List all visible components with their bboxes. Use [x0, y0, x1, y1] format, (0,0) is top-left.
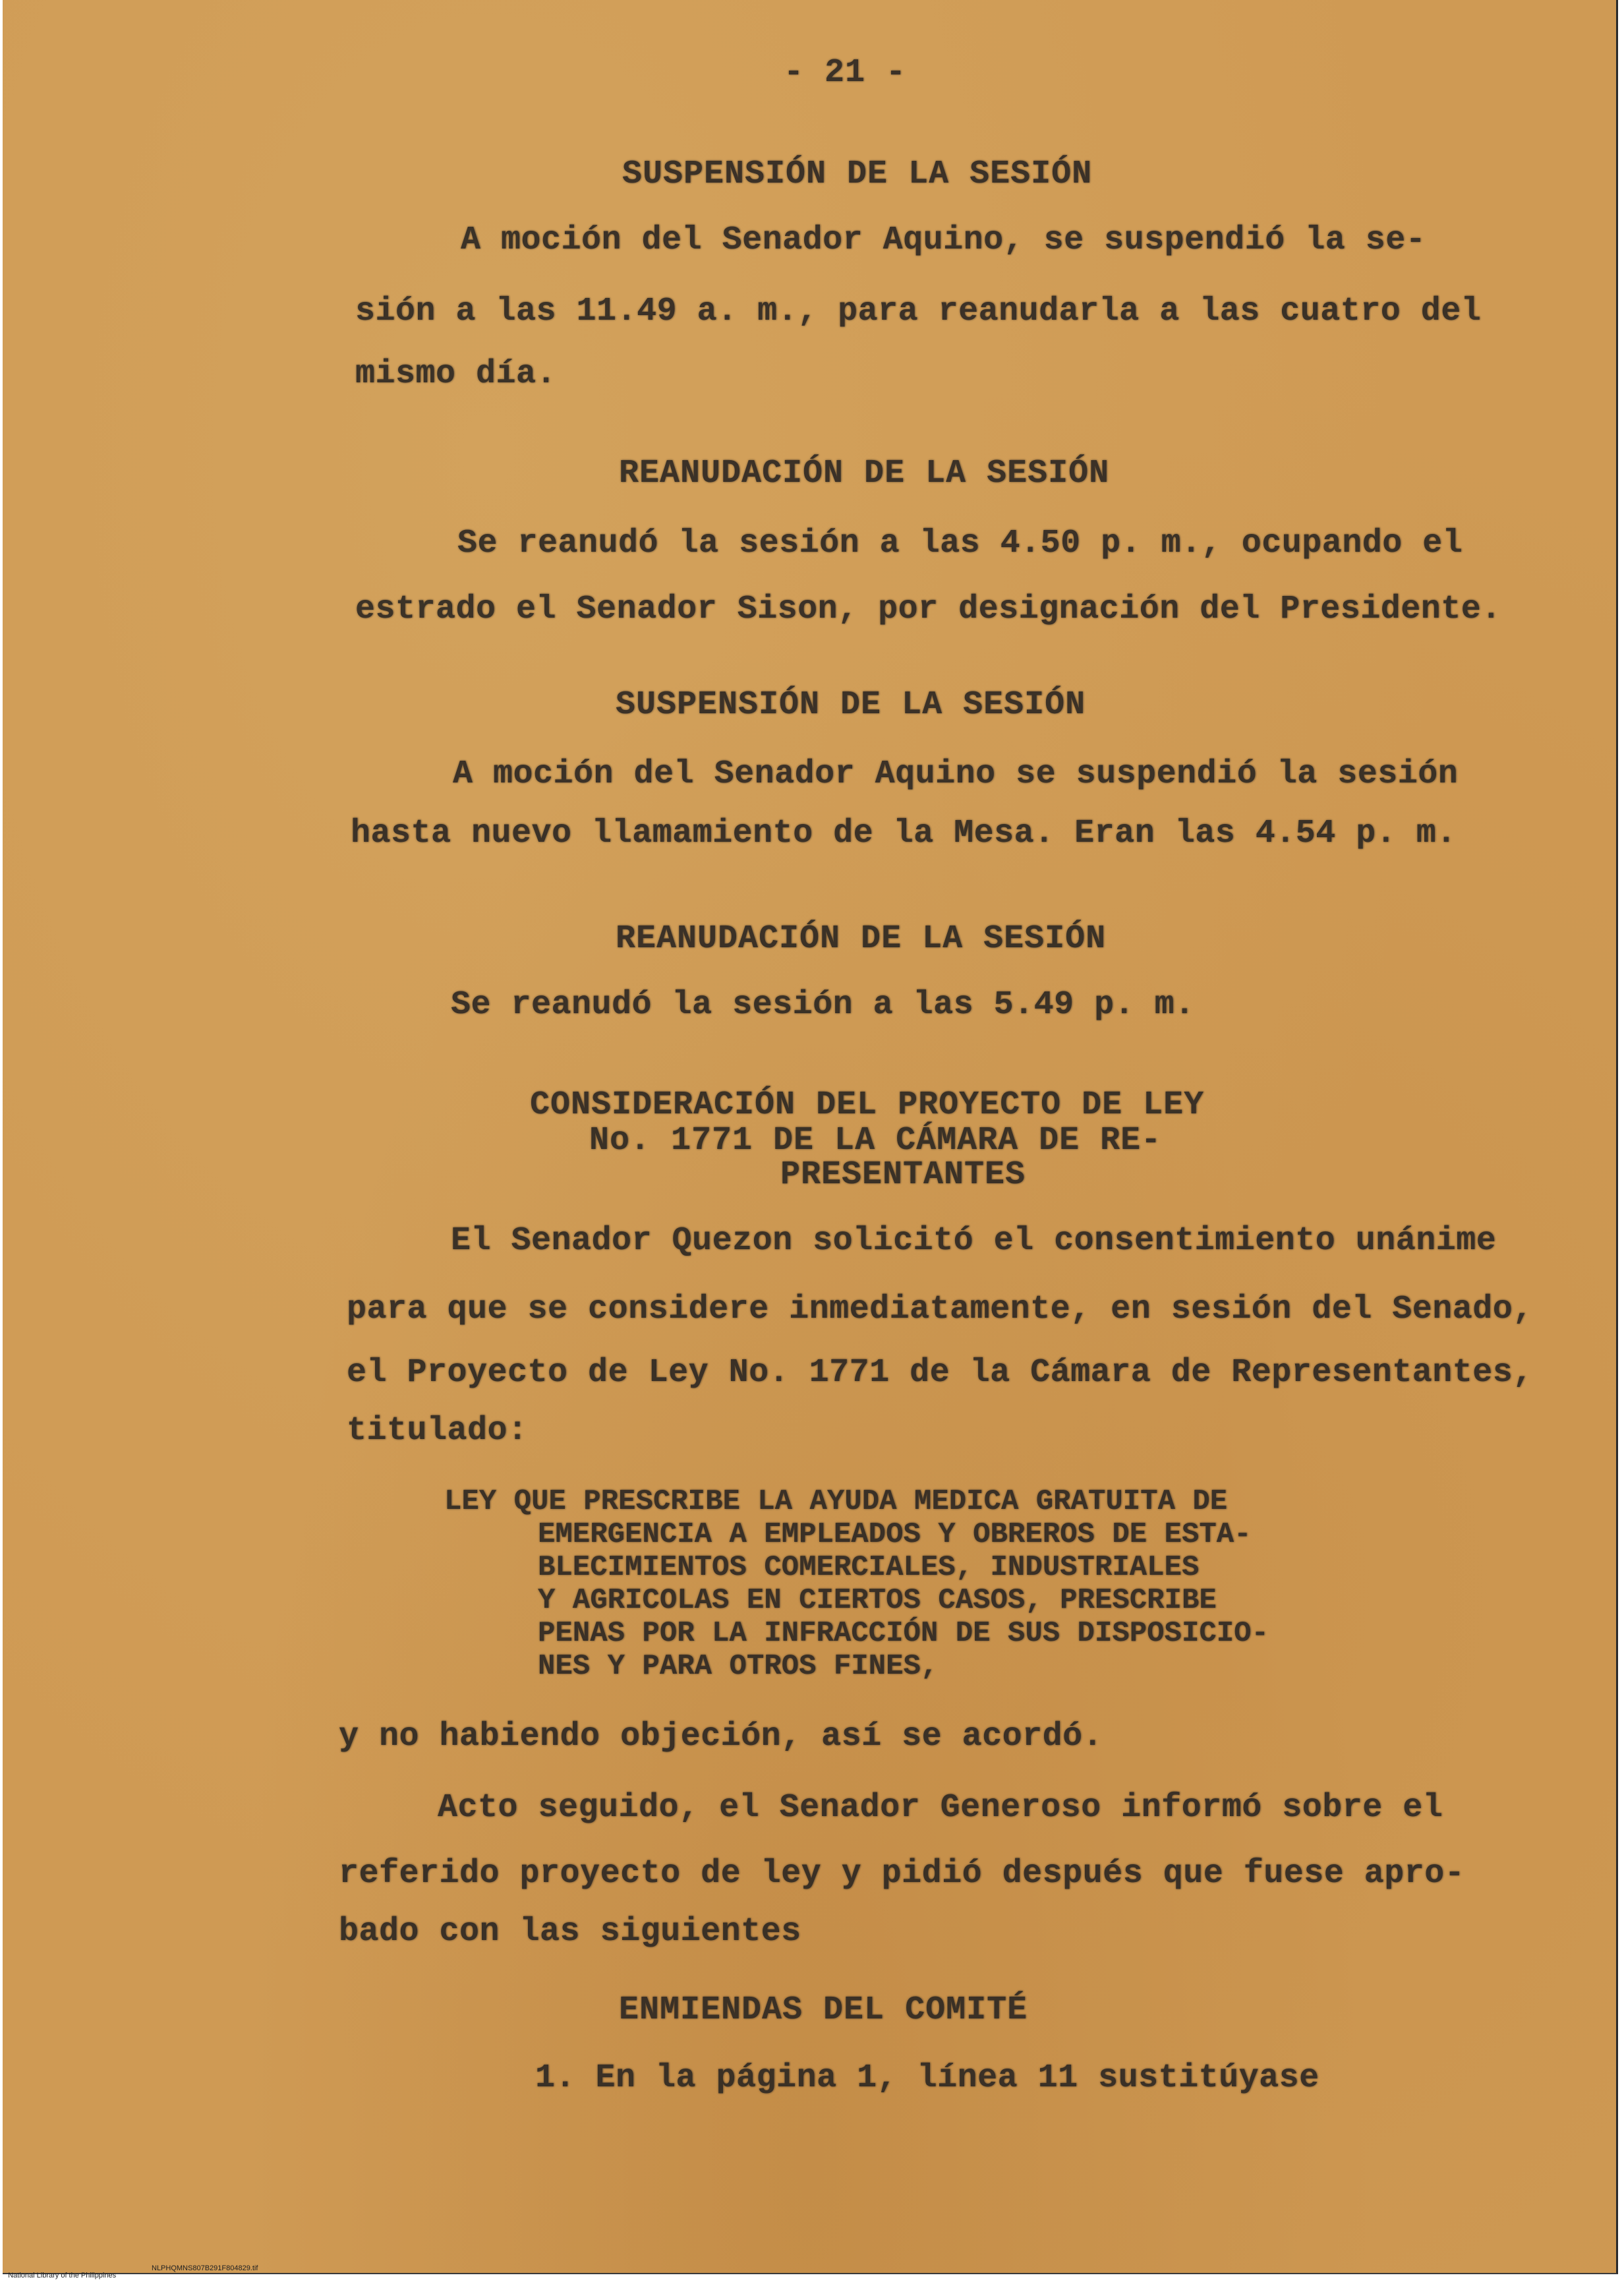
bill-title-line: LEY QUE PRESCRIBE LA AYUDA MEDICA GRATUITA DE — [444, 1485, 1228, 1518]
paragraph-line: 1. En la página 1, línea 11 sustitúyase — [535, 2059, 1320, 2097]
paragraph-line: estrado el Senador Sison, por designación del Presidente. — [355, 591, 1501, 628]
paragraph-line: mismo día. — [355, 355, 557, 393]
scan-footer — [0, 2264, 258, 2294]
page-number: - 21 - — [784, 54, 907, 92]
paragraph-line: referido proyecto de ley y pidió después que fuese apro- — [339, 1855, 1465, 1893]
heading-resumption-1: REANUDACIÓN DE LA SESIÓN — [619, 455, 1110, 492]
heading-amendments: ENMIENDAS DEL COMITÉ — [619, 1991, 1028, 2029]
paragraph-line: Se reanudó la sesión a las 4.50 p. m., ocupando el — [457, 525, 1463, 562]
paragraph-line: A moción del Senador Aquino se suspendió la sesión — [453, 755, 1459, 793]
paragraph-line: titulado: — [347, 1412, 528, 1450]
bill-title-line: PENAS POR LA INFRACCIÓN DE SUS DISPOSICIO- — [538, 1617, 1269, 1650]
paragraph-line: Acto seguido, el Senador Generoso informó sobre el — [438, 1789, 1443, 1827]
paragraph-line: sión a las 11.49 a. m., para reanudarla a las cuatro del — [355, 293, 1482, 330]
paragraph-line: el Proyecto de Ley No. 1771 de la Cámara de Representantes, — [347, 1354, 1533, 1392]
paragraph-line: El Senador Quezon solicitó el consentimiento unánime — [451, 1222, 1497, 1260]
bill-title-line: NES Y PARA OTROS FINES, — [538, 1650, 939, 1683]
heading-consideration-line-2: No. 1771 DE LA CÁMARA DE RE- — [589, 1122, 1162, 1160]
heading-suspension-2: SUSPENSIÓN DE LA SESIÓN — [616, 686, 1086, 724]
paragraph-line: Se reanudó la sesión a las 5.49 p. m. — [451, 986, 1195, 1024]
footer-library-name: National Library of the Philippines — [8, 2272, 117, 2279]
heading-resumption-2: REANUDACIÓN DE LA SESIÓN — [616, 920, 1107, 958]
paragraph-line: para que se considere inmediatamente, en sesión del Senado, — [347, 1291, 1533, 1328]
heading-consideration-line-1: CONSIDERACIÓN DEL PROYECTO DE LEY — [530, 1086, 1205, 1124]
paper-sheet — [3, 0, 1618, 2274]
paragraph-line: y no habiendo objeción, así se acordó. — [339, 1718, 1103, 1755]
bill-title-line: EMERGENCIA A EMPLEADOS Y OBREROS DE ESTA- — [538, 1518, 1252, 1551]
paragraph-line: hasta nuevo llamamiento de la Mesa. Eran las 4.54 p. m. — [351, 815, 1457, 852]
paragraph-line: A moción del Senador Aquino, se suspendió la se- — [461, 221, 1426, 259]
paragraph-line: bado con las siguientes — [339, 1913, 801, 1951]
bill-title-line: Y AGRICOLAS EN CIERTOS CASOS, PRESCRIBE — [538, 1584, 1217, 1617]
bill-title-line: BLECIMIENTOS COMERCIALES, INDUSTRIALES — [538, 1551, 1200, 1584]
footer-file-name: NLPHQMNS807B291F804829.tif — [152, 2264, 258, 2272]
heading-consideration-line-3: PRESENTANTES — [780, 1156, 1026, 1194]
heading-suspension-1: SUSPENSIÓN DE LA SESIÓN — [622, 156, 1093, 193]
